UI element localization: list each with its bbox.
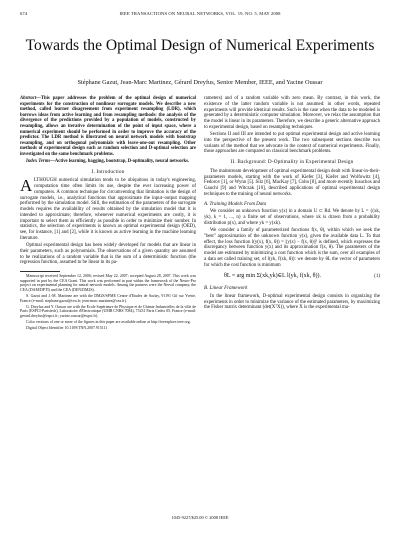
index-terms-label: Index Terms—: [26, 159, 55, 165]
equation-body: θL = arg min Σ(xk,yk)∈L l(yk, f(xk, θ)).: [224, 273, 321, 280]
author-list: Stéphane Gazut, Jean-Marc Martinez, Gérard Dreyfus, Senior Member, IEEE, and Yacine Oussar: [77, 79, 323, 86]
section-heading-introduction: I. Introduction: [91, 168, 125, 175]
copyright-footer: 1045-9227/$25.00 © 2008 IEEE: [171, 515, 229, 520]
subsection-heading-linear: B. Linear Framework: [204, 286, 248, 291]
footnote-affiliation-2: G. Dreyfus and Y. Oussar are with the Ecole Supérieure de Physique et de Chimie Industrielles de la ville de Paris (ESPCI-Paristech), Laboratoire d'Electronique (UMR CNRS 7084), 75231 Paris Cedex 05, France (e-mail: gerard.dreyfus@espci.fr; yacine.oussar@espci.fr).: [20, 304, 196, 318]
training-paragraph-2: We consider a family of parameterized functions f(x, θ), within which we seek the "best" approximation of the unknown function y(x), given the available data L. To that effect, the loss function l(y(x), f(x, θ)) = ||y(x) − f(x, θ)||² is defined, which expresses the discrepancy between function y(x) and its approximation f(x, θ). The parameters of the model are estimated by minimizing a cost function which is the sum, over all examples of a data set called training set, of l(yk, f(xk, θ)): we denote by θL the vector of parameters for which the cost function is minimum: [204, 228, 380, 268]
intro-paragraph-1: [20, 178, 196, 241]
journal-name: IEEE TRANSACTIONS ON NEURAL NETWORKS, VOL. 19, NO. 5, MAY 2008: [119, 11, 281, 16]
intro-paragraph-1-text: LTHOUGH numerical simulation tends to be ubiquitous in today's engineering, computation time often limits its use, despite the ever increasing power of computers. A common technique for circumventing that limitation is the design of surrogate models, i.e., analytical functions that approximate the input–output mapping performed by the simulation model. Still, the estimation of the parameters of the surrogate models requires the availability of results obtained by the simulation model that it is intended to approximate; therefore, whenever numerical experiments are costly, it is important to select them as efficiently as possible in order to minimize their number. In statistics, the selection of experiments is known as optimal experimental design (OED), see, for instance, [1] and [2], while it is known as active learning in the machine learning literature.: [20, 178, 196, 241]
left-column: [20, 96, 196, 332]
subsection-heading-training: A. Training Models From Data: [204, 201, 267, 207]
section-heading-background: II. Background: D-Optimality in Experimental Design: [230, 159, 354, 165]
intro-continued: rameters) and of a random variable with zero mean. By contrast, in this work, the existence of the latter random variable is not assumed: in other words, repeated experiments will provide identical results. Such is the case when the data to be modeled is generated by a deterministic computer simulation. Moreover, we relax the assumption that the model is linear in its parameters. Therefore, we describe a generic alternative approach to experimental design, based on resampling techniques.: [204, 96, 380, 130]
equation-number: (1): [374, 274, 380, 280]
intro-paragraph-2: Optimal experimental design has been widely developed for models that are linear in their parameters, such as polynomials. The observations of a given quantity are assumed to be realizations of a random variable that is the sum of a deterministic function (the regression function, assumed to be linear in its pa-: [20, 243, 196, 266]
intro-paragraph-3: Sections II and III are intended to put optimal experimental design and active learning into the perspective of the present work. The two subsequent sections describe two variants of the method that we advocate in the context of numerical experiments. Finally, those approaches are compared on classical benchmark problems.: [204, 132, 380, 155]
running-header: [20, 11, 380, 19]
training-paragraph-1: We consider an unknown function y(x) in a domain U ⊂ Rd. We denote by L = {(xk, yk), k = 1, ..., n} a finite set of observations, where xk is drawn from a probability distribution p(x), and where yk = y(xk).: [204, 209, 380, 226]
equation-1: [224, 274, 380, 280]
right-column: [204, 96, 380, 313]
footnote-received: Manuscript received September 12, 2006; revised May 22, 2007; accepted August 28, 2007. This work was supported in part by the CEA Grant. This work was performed in part within the framework of the Neuro-Pro project on experimental planning for neural network models. Among the partners were the Nerval company, the CEA (DAM/DPTI) and the CEA (DEN/DM2S).: [20, 274, 196, 292]
abstract-text: This paper addresses the problem of the optimal design of numerical experiments for the construction of nonlinear surrogate models. We describe a new method, called learner disagreement from experiment resampling (LDR), which borrows ideas from active learning and from resampling methods: the analysis of the divergence of the predictions provided by a population of models, constructed by resampling, allows an iterative determination of the point of input space, where a numerical experiment should be performed in order to improve the accuracy of the predictor. The LDR method is illustrated on neural network models with bootstrap resampling, and on orthogonal polynomials with leave-one-out resampling. Other methods of experimental design such as random selection and D-optimal selection are investigated on the same benchmark problems.: [20, 96, 196, 157]
index-terms-text: Active learning, bagging, bootstrap, D-optimality, neural networks.: [54, 159, 190, 165]
paper-title: Towards the Optimal Design of Numerical Experiments: [25, 37, 375, 54]
footnote-doi: Digital Object Identifier 10.1109/TNN.2007.915111: [26, 326, 108, 331]
page-number: 674: [20, 11, 28, 16]
index-terms: [20, 159, 196, 165]
footnote-affiliation-1: S. Gazut and J.-M. Martinez are with the DM2S/SFME Centre d'Etudes de Saclay, 91191 Gif sur Yvette, France (e-mail: stephane.gazut@cea.fr; jean-marc.martinez@cea.fr).: [20, 294, 196, 303]
footnote-color: Color versions of one or more of the figures in this paper are available online at http://ieeexplore.ieee.org.: [26, 319, 191, 324]
linear-paragraph-1: In the linear framework, D-optimal experimental design consists in organizing the experiments in order to minimize the variance of the estimated parameters, by maximizing the Fisher matrix determinant (det(XᵀX)), where X is the experimental ma-: [204, 293, 380, 311]
drop-cap: A: [20, 176, 33, 196]
abstract-label: Abstract—: [20, 96, 41, 101]
footnote-divider: [20, 271, 60, 272]
background-paragraph-1: The mainstream development of optimal experimental design dealt with linear-in-their-parameters models, starting with the work of Kiefer [3], Kiefer and Wolfowitz [4], Fedorov [1], or Wynn [5]. Silz [6], MacKay [7], Cohn [8], and more recently Iusuchos and Gauchi [9] and Witczak [10], described applications of optimal experimental design techniques to the training of neural networks.: [204, 168, 380, 197]
abstract: [20, 96, 196, 158]
